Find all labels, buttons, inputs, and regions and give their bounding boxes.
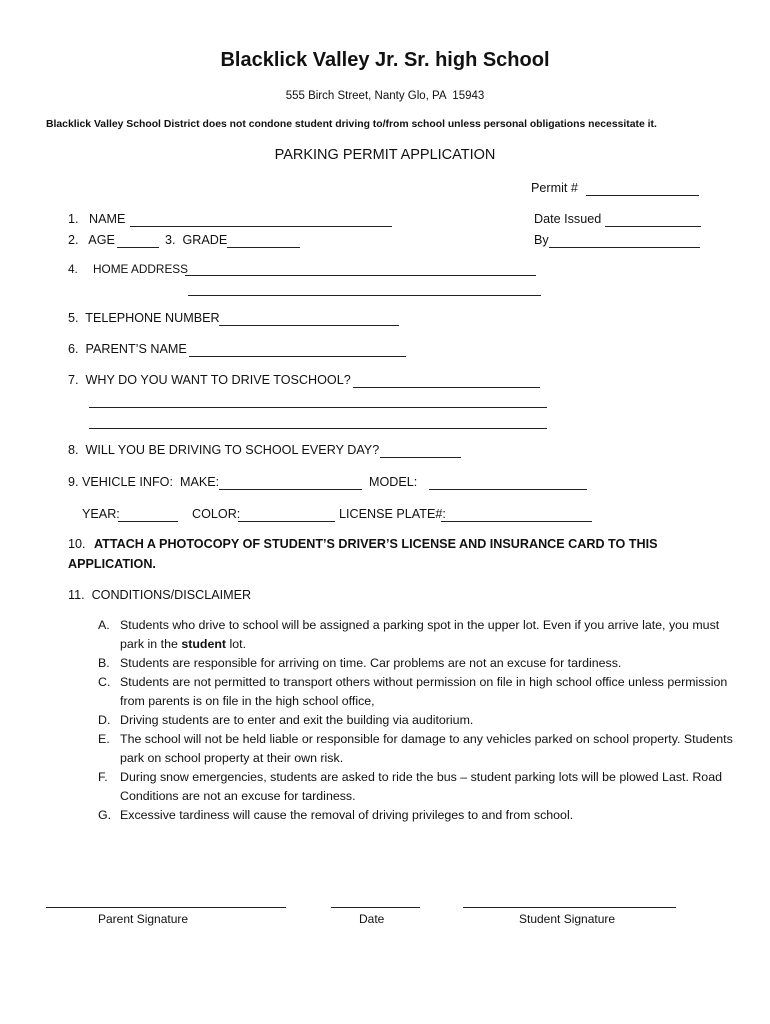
age-label: 2. AGE (68, 233, 115, 247)
home-address-number: 4. (68, 262, 78, 276)
every-day-line[interactable] (380, 457, 461, 458)
school-title: Blacklick Valley Jr. Sr. high School (220, 49, 550, 71)
date-signature-label: Date (359, 912, 385, 926)
condition-marker: B. (98, 656, 110, 670)
attach-instruction-line-1: ATTACH A PHOTOCOPY OF STUDENT’S DRIVER’S LICENSE AND INSURANCE CARD TO THIS (94, 537, 658, 551)
home-address-line-2[interactable] (188, 295, 541, 296)
name-label: 1. NAME (68, 212, 126, 226)
home-address-label: HOME ADDRESS (93, 262, 189, 276)
condition-marker: A. (98, 618, 110, 632)
telephone-line[interactable] (219, 325, 399, 326)
home-address-line-1[interactable] (185, 275, 536, 276)
condition-marker: G. (98, 808, 112, 822)
color-line[interactable] (238, 521, 335, 522)
license-plate-label: LICENSE PLATE#: (339, 507, 446, 521)
parent-signature-label: Parent Signature (98, 912, 189, 926)
by-line[interactable] (549, 247, 700, 248)
district-notice: Blacklick Valley School District does not condone student driving to/from school unless personal obligations necessitate it. (46, 119, 657, 130)
parent-name-label: 6. PARENT’S NAME (68, 342, 187, 356)
age-line[interactable] (117, 247, 159, 248)
why-drive-line-2[interactable] (89, 407, 547, 408)
date-signature-line[interactable] (331, 907, 420, 908)
telephone-label: 5. TELEPHONE NUMBER (68, 311, 220, 325)
condition-marker: E. (98, 732, 110, 746)
vehicle-model-label: MODEL: (369, 475, 418, 489)
attach-number: 10. (68, 537, 86, 551)
grade-line[interactable] (227, 247, 300, 248)
date-issued-line[interactable] (605, 226, 701, 227)
name-line[interactable] (130, 226, 392, 227)
condition-marker: C. (98, 675, 111, 689)
student-signature-label: Student Signature (519, 912, 616, 926)
school-address: 555 Birch Street, Nanty Glo, PA 15943 (285, 90, 485, 102)
condition-emphasis: student (181, 637, 227, 651)
conditions-heading: 11. CONDITIONS/DISCLAIMER (68, 588, 252, 602)
parent-name-line[interactable] (189, 356, 406, 357)
condition-item: E. The school will not be held liable or responsible for damage to any vehicles parked on school property. Students park on school property at their own risk. (98, 732, 733, 765)
license-plate-line[interactable] (441, 521, 592, 522)
student-signature-line[interactable] (463, 907, 676, 908)
condition-item: G. Excessive tardiness will cause the removal of driving privileges to and from school. (98, 806, 738, 825)
every-day-label: 8. WILL YOU BE DRIVING TO SCHOOL EVERY DAY? (68, 443, 380, 457)
why-drive-label: 7. WHY DO YOU WANT TO DRIVE TOSCHOOL? (68, 373, 351, 387)
permit-number-line[interactable] (586, 195, 699, 196)
year-label: YEAR: (82, 507, 120, 521)
condition-item: B. Students are responsible for arriving on time. Car problems are not an excuse for tardiness. (98, 654, 738, 673)
condition-item: F. During snow emergencies, students are asked to ride the bus – student parking lots will be plowed Last. Road Conditions are not an excuse for tardiness. (98, 770, 722, 803)
parent-signature-line[interactable] (46, 907, 286, 908)
conditions-list (98, 616, 738, 825)
vehicle-make-label: 9. VEHICLE INFO: MAKE: (68, 475, 220, 489)
color-label: COLOR: (192, 507, 241, 521)
vehicle-make-line[interactable] (219, 489, 362, 490)
condition-item: C. Students are not permitted to transport others without permission on file in high school office unless permission from parents is on file in the high school office, (98, 675, 728, 708)
condition-item: D. Driving students are to enter and exit the building via auditorium. (98, 711, 738, 730)
why-drive-line-3[interactable] (89, 428, 547, 429)
condition-item: A. Students who drive to school will be assigned a parking spot in the upper lot. Even if you arrive late, you must park in the student lot. (98, 618, 720, 651)
year-line[interactable] (118, 521, 178, 522)
condition-marker: F. (98, 770, 108, 784)
form-title: PARKING PERMIT APPLICATION (274, 147, 496, 163)
permit-number-label: Permit # (531, 181, 578, 195)
condition-marker: D. (98, 713, 111, 727)
grade-label: 3. GRADE (165, 233, 228, 247)
attach-instruction-line-2: APPLICATION. (68, 557, 156, 571)
vehicle-model-line[interactable] (429, 489, 587, 490)
date-issued-label: Date Issued (534, 212, 602, 226)
by-label: By (534, 233, 549, 247)
why-drive-line-1[interactable] (353, 387, 540, 388)
